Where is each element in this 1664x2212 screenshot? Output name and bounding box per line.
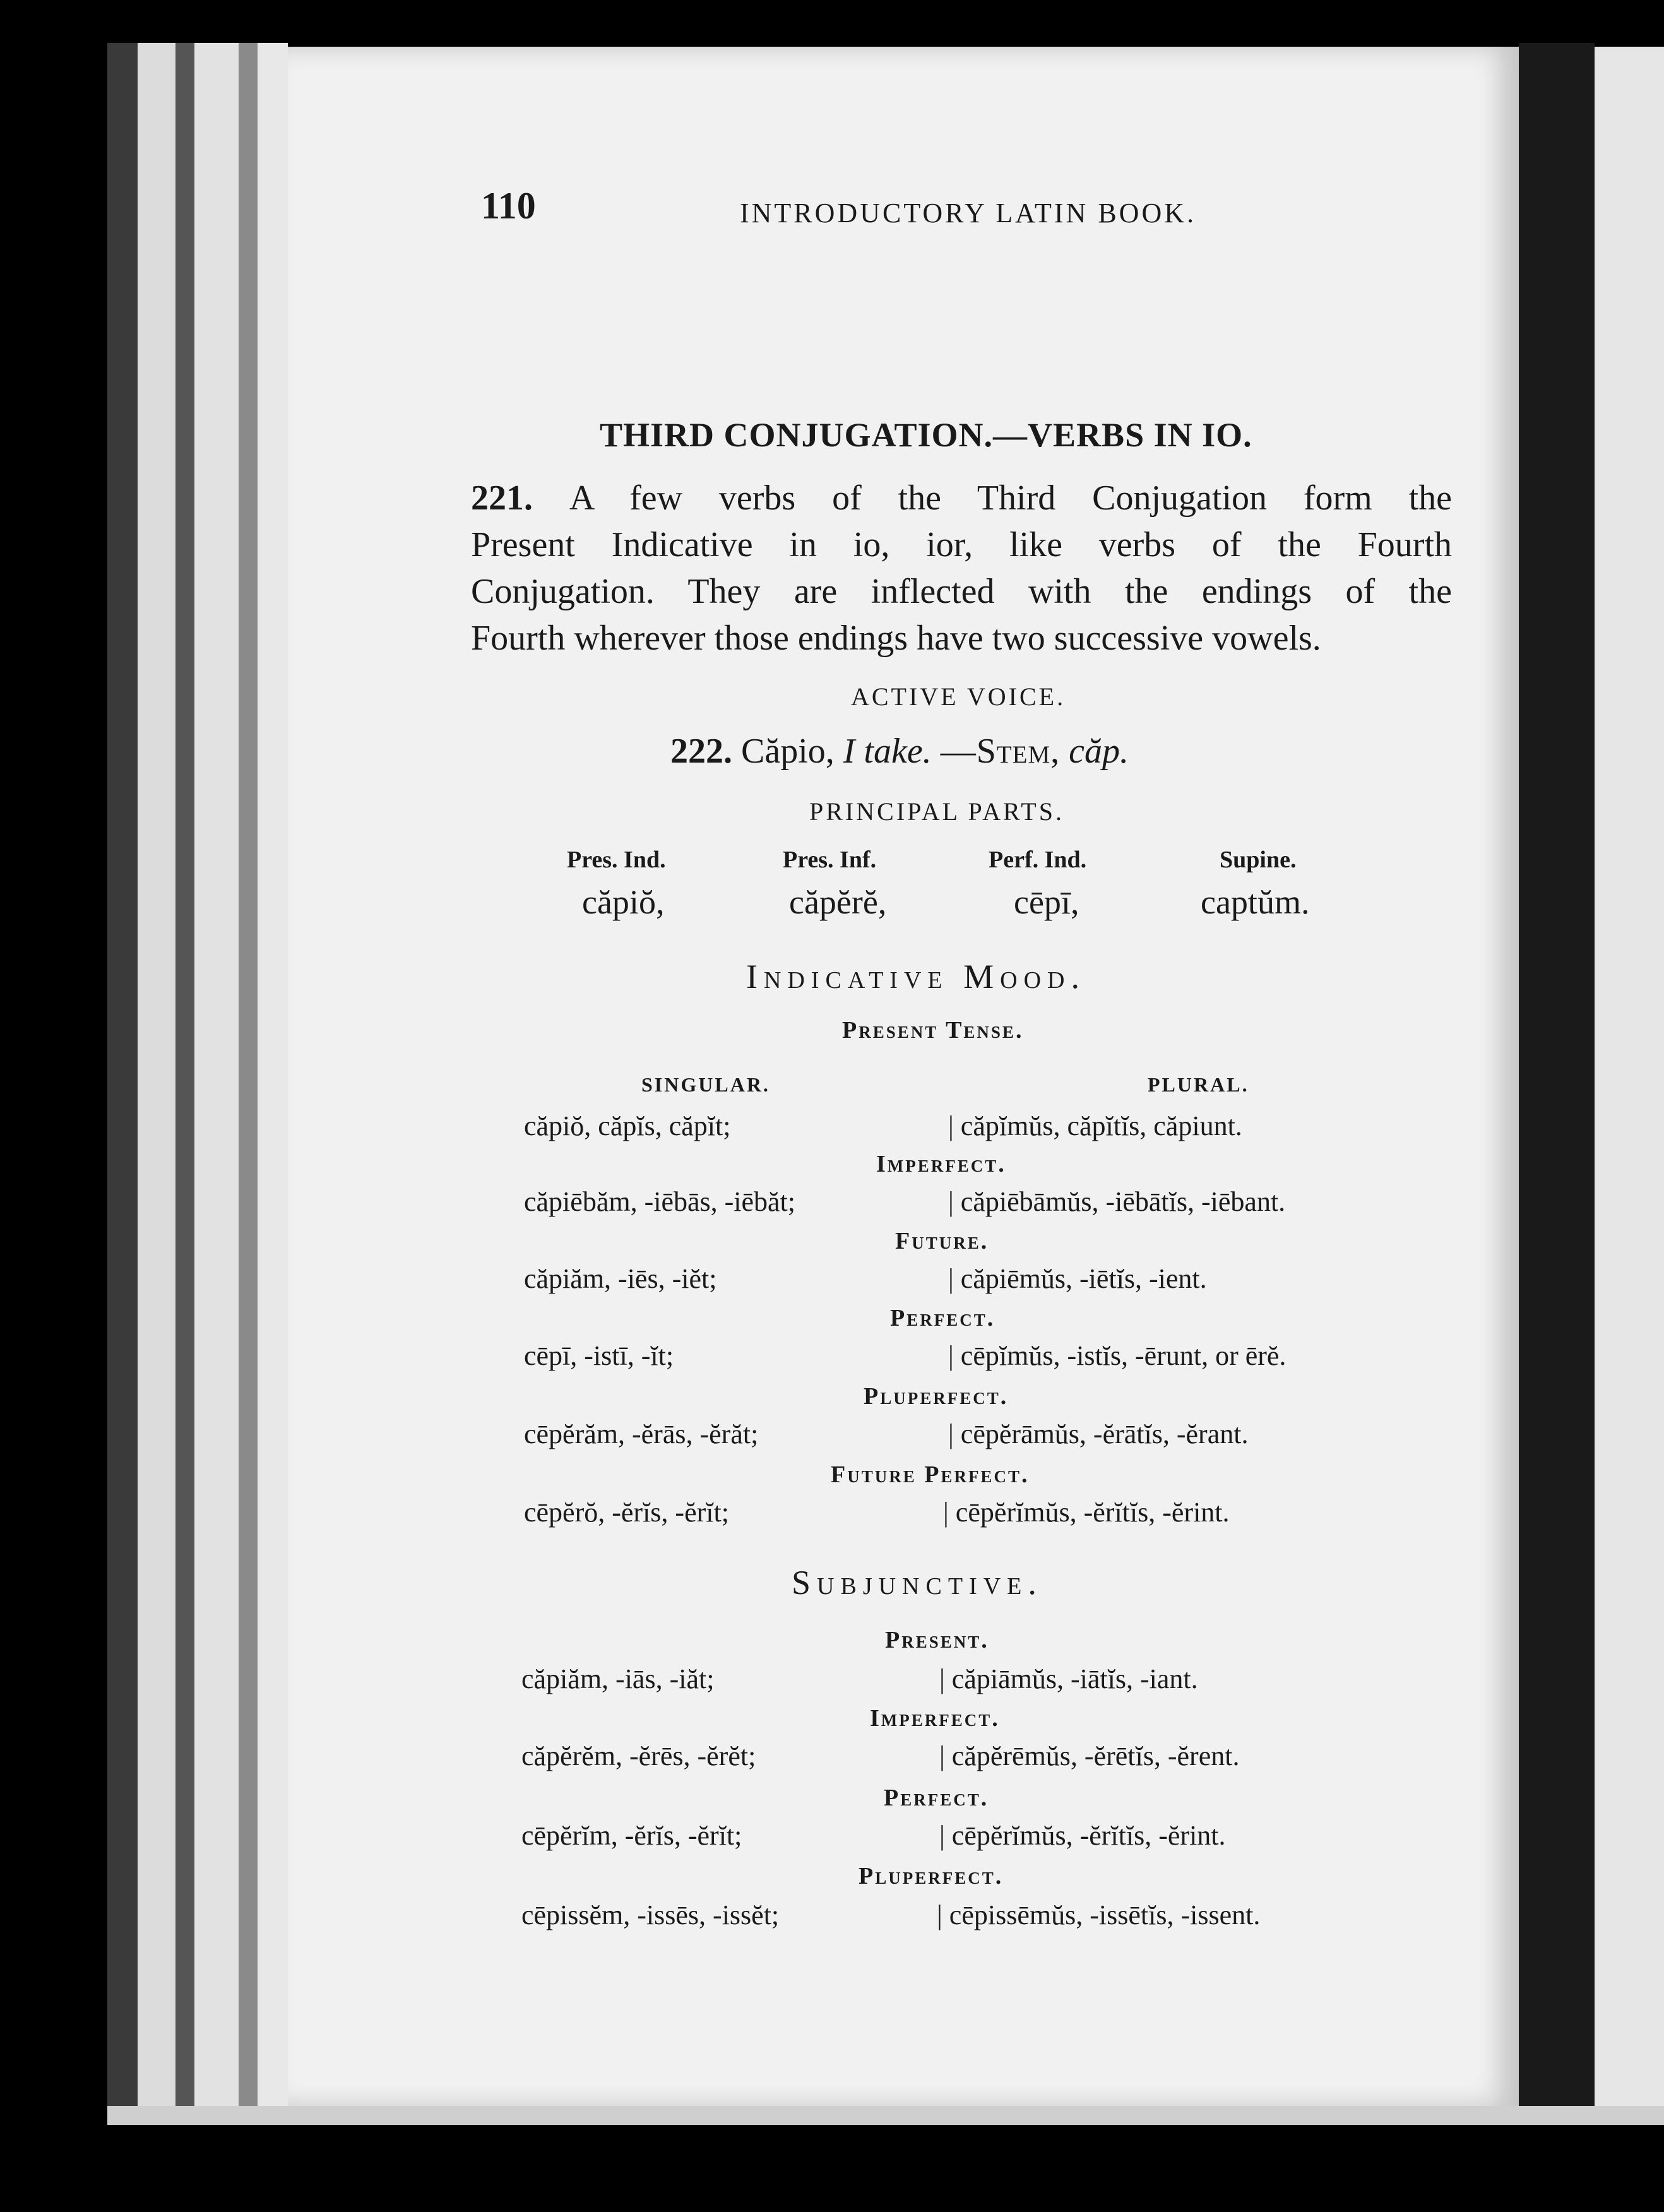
principal-part-label: Supine. (1220, 847, 1297, 873)
paradigm-verb: Căpio, (741, 732, 835, 771)
conjugation-plural: | căpĭmŭs, căpĭtĭs, căpiunt. (948, 1110, 1242, 1141)
conjugation-plural: | cēpĕrāmŭs, -ĕrātĭs, -ĕrant. (948, 1418, 1249, 1449)
paragraph-221 (471, 475, 1452, 662)
tense-heading: Imperfect. (876, 1151, 1006, 1177)
conjugation-singular: cēpissĕm, -issēs, -issĕt; (521, 1900, 780, 1930)
page-edge (194, 43, 239, 2111)
conjugation-singular: cēpĕrŏ, -ĕrĭs, -ĕrĭt; (524, 1497, 729, 1528)
paragraph-line: Fourth wherever those endings have two successive vowels. (471, 619, 1321, 658)
conjugation-singular: cēpĕrăm, -ĕrās, -ĕrăt; (524, 1418, 759, 1449)
tense-heading: Perfect. (890, 1305, 995, 1331)
conjugation-plural: | cēpĭmŭs, -istĭs, -ērunt, or ērĕ. (948, 1340, 1287, 1371)
conjugation-singular: căpiŏ, căpĭs, căpĭt; (524, 1110, 731, 1141)
conjugation-singular: căpiăm, -iās, -iăt; (521, 1663, 715, 1694)
principal-part-form: captŭm. (1201, 883, 1310, 921)
stem-value: căp. (1069, 732, 1129, 771)
paragraph-line: Conjugation. They are inflected with the endings of the (471, 572, 1452, 611)
paragraph-number: 221. (471, 479, 533, 518)
plural-column-heading: PLURAL. (1148, 1073, 1249, 1096)
tense-heading: Future Perfect. (831, 1461, 1030, 1488)
page-edge (138, 43, 175, 2111)
page-bottom-edge (107, 2106, 1664, 2125)
singular-column-heading: SINGULAR. (641, 1073, 770, 1096)
principal-part-form: cēpī, (1014, 883, 1079, 921)
conjugation-plural: | căpiēbāmŭs, -iēbātĭs, -iēbant. (948, 1186, 1286, 1217)
running-head-title: INTRODUCTORY LATIN BOOK. (740, 198, 1196, 229)
page-edge (175, 43, 194, 2111)
conjugation-plural: | căpĕrēmŭs, -ĕrētĭs, -ĕrent. (939, 1740, 1240, 1771)
principal-part-label: Pres. Ind. (567, 847, 666, 873)
conjugation-singular: căpiăm, -iēs, -iĕt; (524, 1263, 717, 1294)
conjugation-singular: căpiēbăm, -iēbās, -iēbăt; (524, 1186, 796, 1217)
conjugation-singular: cēpĕrĭm, -ĕrĭs, -ĕrĭt; (521, 1820, 742, 1851)
paragraph-line: Present Indicative in io, ior, like verbs of the Fourth (471, 525, 1452, 564)
mood-heading-indicative: Indicative Mood. (746, 958, 1086, 996)
section-title: THIRD CONJUGATION.—VERBS IN IO. (600, 416, 1252, 454)
principal-part-form: căpiŏ, (582, 883, 665, 921)
conjugation-plural: | căpiēmŭs, -iētĭs, -ient. (948, 1263, 1207, 1294)
paradigm-meaning: I take. (843, 732, 932, 771)
tense-heading: Future. (895, 1228, 989, 1254)
principal-parts-title: PRINCIPAL PARTS. (809, 797, 1064, 826)
tense-heading: Present Tense. (842, 1017, 1024, 1044)
paradigm-number: 222. (670, 732, 732, 771)
principal-part-label: Pres. Inf. (783, 847, 877, 873)
tense-heading: Perfect. (884, 1785, 989, 1811)
conjugation-plural: | căpiāmŭs, -iātĭs, -iant. (939, 1663, 1198, 1694)
conjugation-plural: | cēpĕrĭmŭs, -ĕrĭtĭs, -ĕrint. (939, 1820, 1226, 1851)
conjugation-plural: | cēpissēmŭs, -issētĭs, -issent. (937, 1900, 1261, 1930)
page-number: 110 (481, 185, 536, 227)
paragraph-line: 221. A few verbs of the Third Conjugation form the (471, 479, 1453, 518)
conjugation-singular: căpĕrĕm, -ĕrēs, -ĕrĕt; (521, 1740, 756, 1771)
mood-heading-subjunctive: Subjunctive. (792, 1564, 1043, 1602)
page-edge (107, 43, 138, 2111)
stem-label: —Stem, (940, 732, 1061, 771)
book-gutter (1519, 43, 1595, 2107)
tense-heading: Imperfect. (870, 1705, 1000, 1732)
tense-heading: Pluperfect. (859, 1863, 1004, 1889)
principal-part-form: căpĕrĕ, (789, 883, 887, 921)
conjugation-singular: cēpī, -istī, -ĭt; (524, 1340, 674, 1371)
tense-heading: Pluperfect. (864, 1383, 1009, 1410)
page-edge (239, 43, 258, 2111)
paradigm-heading (670, 731, 1129, 771)
principal-part-label: Perf. Ind. (989, 847, 1087, 873)
voice-heading: ACTIVE VOICE. (850, 682, 1066, 711)
conjugation-plural: | cēpĕrĭmŭs, -ĕrĭtĭs, -ĕrint. (943, 1497, 1230, 1528)
tense-heading: Present. (885, 1627, 989, 1653)
facing-page-edge (1595, 47, 1664, 2106)
page-edge (258, 43, 288, 2111)
